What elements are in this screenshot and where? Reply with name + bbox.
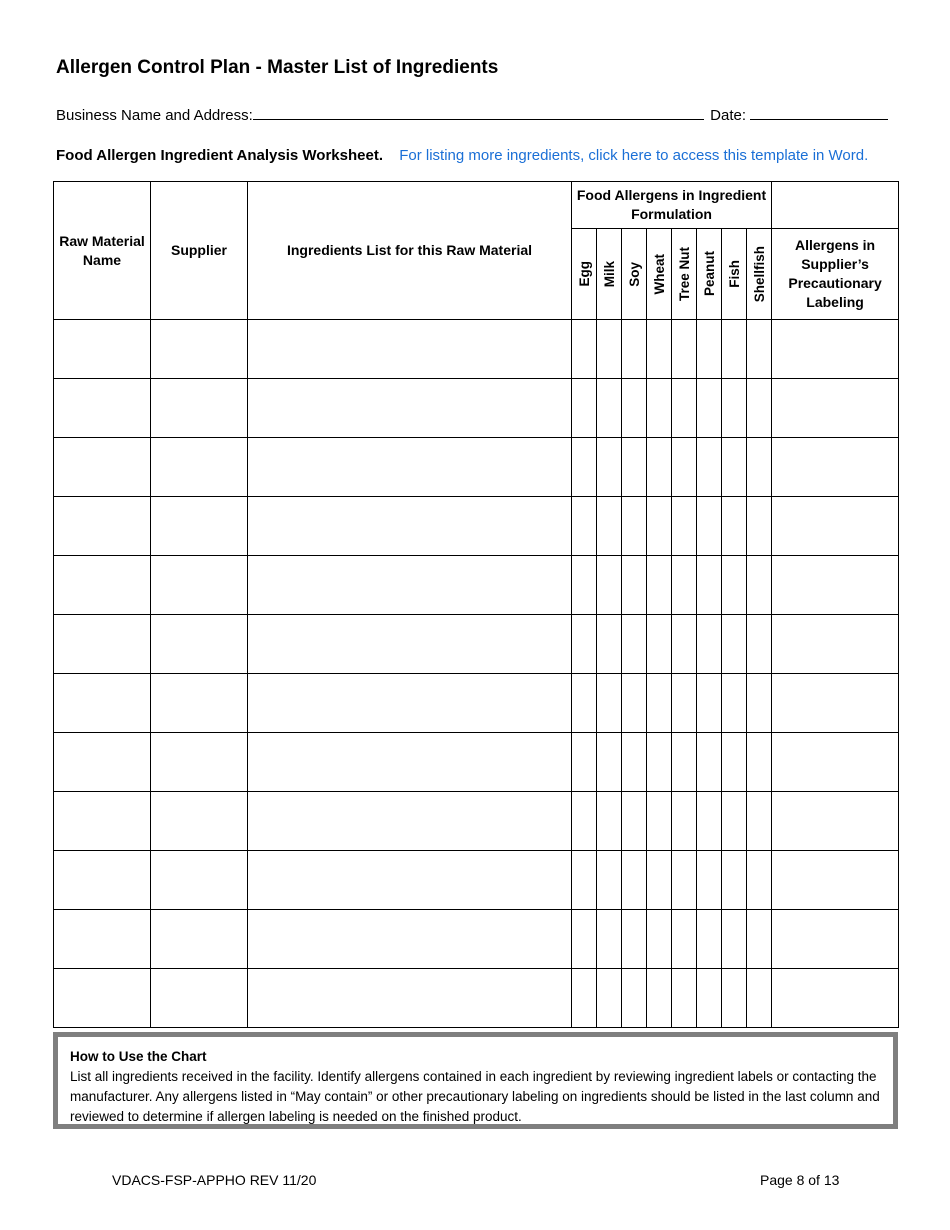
header-wheat: Wheat (647, 229, 672, 320)
cell-shellfish[interactable] (747, 556, 772, 615)
cell-supplier[interactable] (151, 851, 248, 910)
cell-wheat[interactable] (647, 320, 672, 379)
cell-tree-nut[interactable] (672, 379, 697, 438)
cell-milk[interactable] (597, 733, 622, 792)
cell-tree-nut[interactable] (672, 851, 697, 910)
cell-fish[interactable] (722, 379, 747, 438)
cell-wheat[interactable] (647, 379, 672, 438)
cell-shellfish[interactable] (747, 674, 772, 733)
cell-fish[interactable] (722, 969, 747, 1028)
cell-wheat[interactable] (647, 910, 672, 969)
cell-tree-nut[interactable] (672, 556, 697, 615)
header-fish: Fish (722, 229, 747, 320)
cell-raw-material[interactable] (54, 851, 151, 910)
cell-wheat[interactable] (647, 497, 672, 556)
cell-wheat[interactable] (647, 438, 672, 497)
cell-supplier[interactable] (151, 910, 248, 969)
cell-egg[interactable] (572, 438, 597, 497)
cell-peanut[interactable] (697, 497, 722, 556)
cell-egg[interactable] (572, 497, 597, 556)
table-row (54, 910, 899, 969)
table-row (54, 556, 899, 615)
header-milk: Milk (597, 229, 622, 320)
cell-egg[interactable] (572, 674, 597, 733)
ingredient-table (53, 181, 899, 1028)
cell-tree-nut[interactable] (672, 320, 697, 379)
cell-milk[interactable] (597, 438, 622, 497)
cell-precautionary[interactable] (772, 910, 899, 969)
cell-milk[interactable] (597, 497, 622, 556)
cell-egg[interactable] (572, 910, 597, 969)
cell-peanut[interactable] (697, 910, 722, 969)
cell-supplier[interactable] (151, 438, 248, 497)
header-tree-nut: Tree Nut (672, 229, 697, 320)
how-to-body: List all ingredients received in the facility. Identify allergens contained in each ingredient by reviewing ingredient labels or contacting the manufacturer. Any allergens listed in “May contain” or other precautionary labeling on ingredients should be listed in the last column and reviewed to determine if allergen labeling is needed on the finished product. (70, 1069, 880, 1124)
table-row (54, 674, 899, 733)
business-name-field[interactable] (253, 105, 704, 120)
cell-tree-nut[interactable] (672, 792, 697, 851)
cell-precautionary[interactable] (772, 969, 899, 1028)
cell-fish[interactable] (722, 674, 747, 733)
cell-shellfish[interactable] (747, 910, 772, 969)
how-to-box (53, 1032, 898, 1129)
cell-egg[interactable] (572, 969, 597, 1028)
footer-form-id: VDACS-FSP-APPHO REV 11/20 (112, 1172, 317, 1188)
cell-raw-material[interactable] (54, 910, 151, 969)
header-ingredients: Ingredients List for this Raw Material (248, 182, 572, 320)
cell-milk[interactable] (597, 792, 622, 851)
cell-raw-material[interactable] (54, 556, 151, 615)
cell-ingredients[interactable] (248, 438, 572, 497)
cell-supplier[interactable] (151, 969, 248, 1028)
cell-wheat[interactable] (647, 733, 672, 792)
cell-tree-nut[interactable] (672, 733, 697, 792)
cell-soy[interactable] (622, 556, 647, 615)
date-field[interactable] (750, 105, 888, 120)
cell-ingredients[interactable] (248, 497, 572, 556)
cell-fish[interactable] (722, 615, 747, 674)
cell-tree-nut[interactable] (672, 910, 697, 969)
cell-soy[interactable] (622, 969, 647, 1028)
header-precautionary: Allergens in Supplier’s Precautionary Labeling (772, 229, 899, 320)
cell-peanut[interactable] (697, 674, 722, 733)
cell-egg[interactable] (572, 733, 597, 792)
cell-shellfish[interactable] (747, 733, 772, 792)
cell-supplier[interactable] (151, 615, 248, 674)
header-raw-material: Raw Material Name (54, 182, 151, 320)
cell-precautionary[interactable] (772, 438, 899, 497)
cell-supplier[interactable] (151, 733, 248, 792)
cell-raw-material[interactable] (54, 674, 151, 733)
cell-shellfish[interactable] (747, 379, 772, 438)
cell-soy[interactable] (622, 615, 647, 674)
cell-fish[interactable] (722, 851, 747, 910)
cell-ingredients[interactable] (248, 556, 572, 615)
cell-wheat[interactable] (647, 851, 672, 910)
header-egg: Egg (572, 229, 597, 320)
cell-soy[interactable] (622, 320, 647, 379)
cell-wheat[interactable] (647, 792, 672, 851)
cell-fish[interactable] (722, 556, 747, 615)
cell-milk[interactable] (597, 674, 622, 733)
cell-wheat[interactable] (647, 674, 672, 733)
header-supplier: Supplier (151, 182, 248, 320)
table-row (54, 438, 899, 497)
cell-ingredients[interactable] (248, 674, 572, 733)
cell-egg[interactable] (572, 792, 597, 851)
cell-ingredients[interactable] (248, 851, 572, 910)
cell-precautionary[interactable] (772, 851, 899, 910)
cell-ingredients[interactable] (248, 379, 572, 438)
cell-shellfish[interactable] (747, 969, 772, 1028)
table-row (54, 615, 899, 674)
how-to-title: How to Use the Chart (70, 1049, 207, 1064)
cell-peanut[interactable] (697, 379, 722, 438)
cell-wheat[interactable] (647, 615, 672, 674)
cell-egg[interactable] (572, 379, 597, 438)
cell-ingredients[interactable] (248, 320, 572, 379)
cell-supplier[interactable] (151, 556, 248, 615)
cell-precautionary[interactable] (772, 615, 899, 674)
cell-raw-material[interactable] (54, 497, 151, 556)
table-row (54, 792, 899, 851)
cell-wheat[interactable] (647, 969, 672, 1028)
cell-ingredients[interactable] (248, 910, 572, 969)
cell-milk[interactable] (597, 379, 622, 438)
cell-milk[interactable] (597, 851, 622, 910)
cell-raw-material[interactable] (54, 733, 151, 792)
cell-ingredients[interactable] (248, 969, 572, 1028)
cell-milk[interactable] (597, 320, 622, 379)
cell-peanut[interactable] (697, 556, 722, 615)
table-row (54, 969, 899, 1028)
cell-shellfish[interactable] (747, 320, 772, 379)
cell-supplier[interactable] (151, 320, 248, 379)
table-row (54, 733, 899, 792)
cell-milk[interactable] (597, 910, 622, 969)
footer-page-number: Page 8 of 13 (760, 1172, 840, 1188)
cell-milk[interactable] (597, 969, 622, 1028)
cell-fish[interactable] (722, 910, 747, 969)
cell-soy[interactable] (622, 438, 647, 497)
cell-soy[interactable] (622, 379, 647, 438)
cell-peanut[interactable] (697, 733, 722, 792)
cell-shellfish[interactable] (747, 615, 772, 674)
table-row (54, 379, 899, 438)
cell-egg[interactable] (572, 615, 597, 674)
header-blank-top (772, 182, 899, 229)
cell-egg[interactable] (572, 556, 597, 615)
cell-raw-material[interactable] (54, 379, 151, 438)
cell-precautionary[interactable] (772, 497, 899, 556)
cell-ingredients[interactable] (248, 792, 572, 851)
cell-tree-nut[interactable] (672, 497, 697, 556)
cell-peanut[interactable] (697, 792, 722, 851)
cell-raw-material[interactable] (54, 615, 151, 674)
cell-peanut[interactable] (697, 320, 722, 379)
table-body (54, 320, 899, 1028)
cell-soy[interactable] (622, 497, 647, 556)
cell-ingredients[interactable] (248, 733, 572, 792)
table-row (54, 851, 899, 910)
cell-soy[interactable] (622, 851, 647, 910)
worksheet-label: Food Allergen Ingredient Analysis Worksheet. (56, 147, 384, 164)
cell-soy[interactable] (622, 674, 647, 733)
cell-fish[interactable] (722, 438, 747, 497)
cell-tree-nut[interactable] (672, 615, 697, 674)
cell-shellfish[interactable] (747, 497, 772, 556)
cell-shellfish[interactable] (747, 792, 772, 851)
cell-precautionary[interactable] (772, 320, 899, 379)
cell-raw-material[interactable] (54, 438, 151, 497)
cell-raw-material[interactable] (54, 792, 151, 851)
header-allergen-group: Food Allergens in Ingredient Formulation (572, 182, 772, 229)
cell-milk[interactable] (597, 556, 622, 615)
cell-precautionary[interactable] (772, 556, 899, 615)
cell-supplier[interactable] (151, 674, 248, 733)
cell-tree-nut[interactable] (672, 674, 697, 733)
table-row (54, 320, 899, 379)
cell-soy[interactable] (622, 733, 647, 792)
cell-tree-nut[interactable] (672, 438, 697, 497)
cell-precautionary[interactable] (772, 733, 899, 792)
cell-raw-material[interactable] (54, 969, 151, 1028)
cell-ingredients[interactable] (248, 615, 572, 674)
cell-shellfish[interactable] (747, 438, 772, 497)
cell-supplier[interactable] (151, 379, 248, 438)
cell-peanut[interactable] (697, 969, 722, 1028)
word-template-link[interactable]: For listing more ingredients, click here to access this template in Word. (399, 147, 869, 164)
table-row (54, 497, 899, 556)
business-date-line (56, 105, 888, 124)
cell-egg[interactable] (572, 851, 597, 910)
cell-soy[interactable] (622, 792, 647, 851)
business-name-label: Business Name and Address: (56, 107, 253, 124)
cell-precautionary[interactable] (772, 792, 899, 851)
page-title: Allergen Control Plan - Master List of Ingredients (56, 57, 499, 78)
cell-wheat[interactable] (647, 556, 672, 615)
header-peanut: Peanut (697, 229, 722, 320)
cell-peanut[interactable] (697, 615, 722, 674)
cell-raw-material[interactable] (54, 320, 151, 379)
cell-peanut[interactable] (697, 851, 722, 910)
header-shellfish: Shellfish (747, 229, 772, 320)
cell-soy[interactable] (622, 910, 647, 969)
cell-fish[interactable] (722, 320, 747, 379)
date-label: Date: (710, 107, 746, 124)
cell-fish[interactable] (722, 733, 747, 792)
cell-fish[interactable] (722, 497, 747, 556)
cell-precautionary[interactable] (772, 674, 899, 733)
cell-supplier[interactable] (151, 497, 248, 556)
cell-supplier[interactable] (151, 792, 248, 851)
header-soy: Soy (622, 229, 647, 320)
cell-peanut[interactable] (697, 438, 722, 497)
cell-egg[interactable] (572, 320, 597, 379)
cell-precautionary[interactable] (772, 379, 899, 438)
worksheet-line (56, 147, 868, 164)
cell-milk[interactable] (597, 615, 622, 674)
cell-fish[interactable] (722, 792, 747, 851)
cell-tree-nut[interactable] (672, 969, 697, 1028)
cell-shellfish[interactable] (747, 851, 772, 910)
